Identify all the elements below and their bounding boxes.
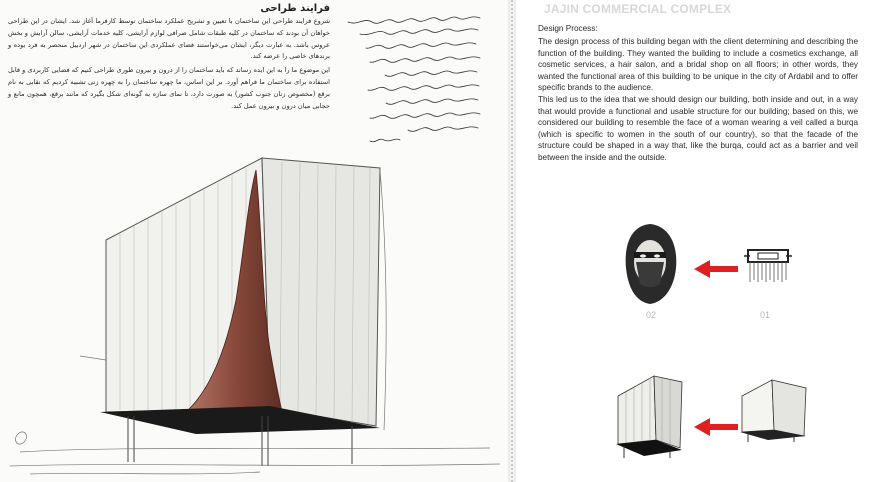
burqa-mask-icon — [740, 246, 796, 286]
persian-paragraph-1: شروع فرایند طراحی این ساختمان با تعیین و تشریح عملکرد ساختمان توسط کارفرما آغاز شد. ایشان در این طراحی خواهان آن بودند که ساختمان در کلیه طبقات شامل صرافی لوازم آرایشی، کلیه خدمات آرایشی، سالن آرایش و بخش عروس باشد. به عبارت دیگر، ایشان می‌خواستند فضای عملکردی این ساختمان در شهر اردبیل منحصر به فرد بوده و برندهای خاصی را عرضه کند. — [8, 17, 330, 61]
figure-label-02: 02 — [646, 310, 657, 320]
arrow-left-icon — [694, 260, 740, 278]
right-page — [516, 0, 870, 482]
persian-title: فرایند طراحی — [260, 3, 330, 14]
gutter-divider — [511, 0, 513, 482]
english-paragraph-2: This led us to the idea that we should design our building, both inside and out, in a way that would provide a functional and usable structure for our building; based on this, we considered our building to resemble the face of a woman wearing a veil called a burqa (which is specific to women in the south of our country), so that the facade of the structure could be shaped in a way that, like the burqa, could act as a barrier and veil between the inside and the outside. — [538, 94, 858, 162]
handwritten-notes — [340, 10, 490, 150]
arrow-left-icon-2 — [694, 418, 740, 436]
persian-paragraph-2: این موضوع ما را به این ایده رساند که باید ساختمان را از درون و بیرون طوری طراحی کنیم که فضایی کاربردی و قابل استفاده برای ساختمان ما فراهم آورد. بر این اساس، ما چهره ساختمان را به چهره زنی تشبیه کردیم که نقابی به نام برقع (مخصوص زنان جنوب کشور) به صورت دارد، تا نمای سازه به گونه‌ای شکل بگیرد که مانند برقع، همچون مانع و حجابی میان درون و بیرون عمل کند. — [8, 66, 330, 110]
persian-text-block — [8, 16, 330, 114]
figure-label-01: 01 — [760, 310, 771, 320]
burqa-face-icon — [620, 222, 680, 306]
english-paragraph-1: The design process of this building began with the client determining and describing the function of the building. They wanted the building to include a cosmetics exchange, all cosmetic services, a hair salon, and a bridal shop on all floors; in other words, they wanted the functional area of this building to be unique in the city of Ardabil and to offer specific brands to the audience. — [538, 37, 858, 93]
project-heading: JAJIN COMMERCIAL COMPLEX — [544, 2, 732, 16]
building-box-sketch — [738, 378, 810, 444]
building-sketch — [0, 150, 508, 482]
design-process-label: Design Process: — [538, 24, 598, 33]
building-veil-sketch — [610, 374, 688, 460]
english-text-block — [538, 36, 858, 164]
